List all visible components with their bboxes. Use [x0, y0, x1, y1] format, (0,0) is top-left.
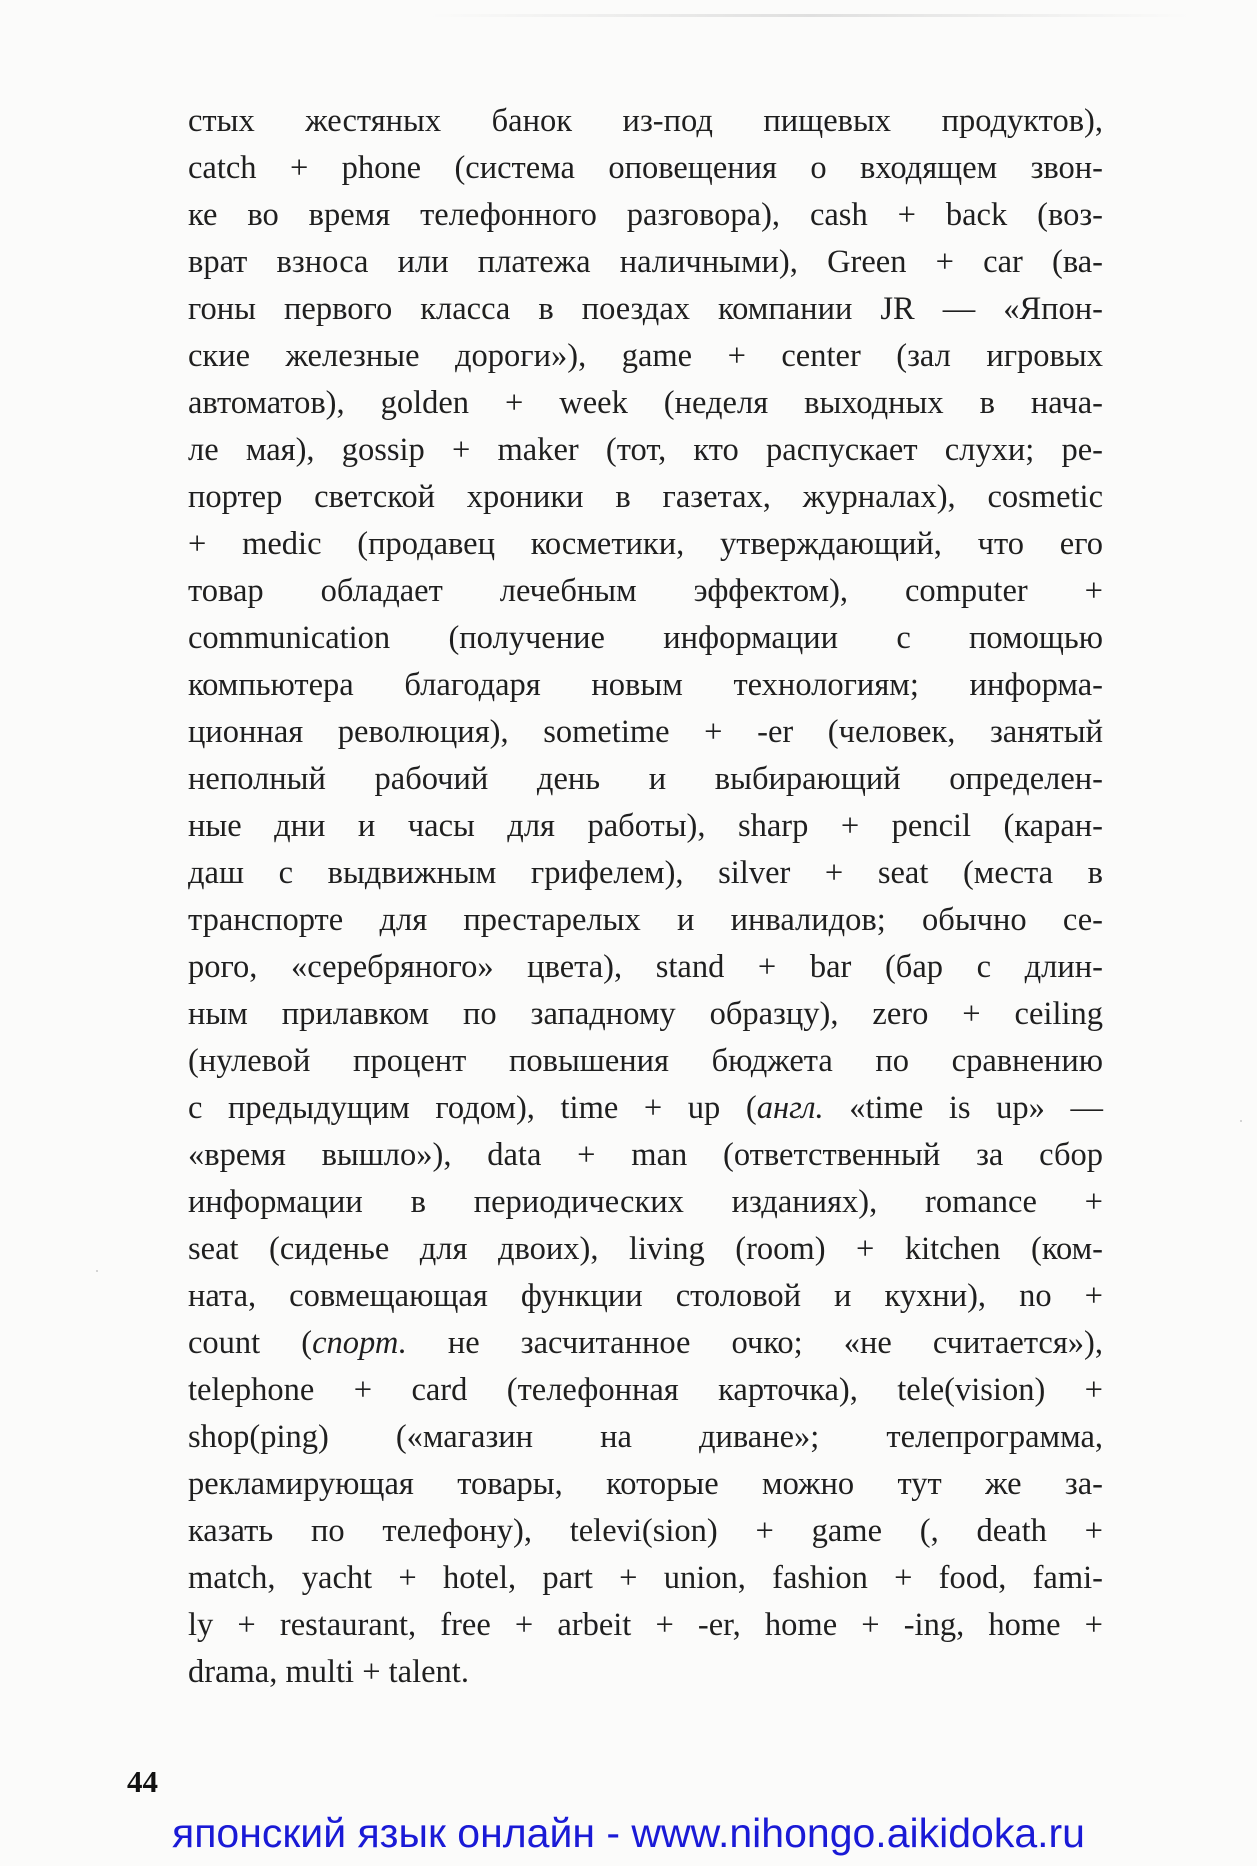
text-line: match, yacht + hotel, part + union, fashion + food, fami-	[188, 1560, 1103, 1596]
watermark-link[interactable]: японский язык онлайн - www.nihongo.aikidoka.ru	[172, 1810, 1085, 1856]
text-line: врат взноса или платежа наличными), Green + car (ва-	[188, 244, 1103, 280]
text-segment: с предыдущим годом), time + up (	[188, 1090, 757, 1126]
italic-abbreviation: англ.	[756, 1090, 824, 1126]
text-line: ке во время телефонного разговора), cash + back (воз-	[188, 197, 1103, 233]
text-line: ным прилавком по западному образцу), zero + ceiling	[188, 996, 1103, 1032]
text-line: товар обладает лечебным эффектом), computer +	[188, 573, 1103, 609]
text-line: ские железные дороги»), game + center (зал игровых	[188, 338, 1103, 374]
scan-speck	[96, 1270, 98, 1272]
text-line: catch + phone (система оповещения о входящем звон-	[188, 150, 1103, 186]
text-line	[188, 1320, 1103, 1367]
text-line: ционная революция), sometime + -er (человек, занятый	[188, 714, 1103, 750]
text-line: информации в периодических изданиях), romance +	[188, 1184, 1103, 1220]
text-segment: count (	[188, 1325, 313, 1361]
text-line: ly + restaurant, free + arbeit + -er, home + -ing, home +	[188, 1607, 1103, 1643]
text-line: рекламирующая товары, которые можно тут же за-	[188, 1466, 1103, 1502]
text-line: портер светской хроники в газетах, журналах), cosmetic	[188, 479, 1103, 515]
text-line: неполный рабочий день и выбирающий определен-	[188, 761, 1103, 797]
page-number: 44	[127, 1764, 158, 1799]
text-line	[188, 1085, 1103, 1132]
text-line: telephone + card (телефонная карточка), tele(vision) +	[188, 1372, 1103, 1408]
text-line: ные дни и часы для работы), sharp + pencil (каран-	[188, 808, 1103, 844]
text-line: ле мая), gossip + maker (тот, кто распускает слухи; ре-	[188, 432, 1103, 468]
text-line: казать по телефону), televi(sion) + game (, death +	[188, 1513, 1103, 1549]
text-line: компьютера благодаря новым технологиям; информа-	[188, 667, 1103, 703]
text-line: communication (получение информации с помощью	[188, 620, 1103, 656]
text-line: даш с выдвижным грифелем), silver + seat (места в	[188, 855, 1103, 891]
text-line: транспорте для престарелых и инвалидов; обычно се-	[188, 902, 1103, 938]
text-line: стых жестяных банок из-под пищевых продуктов),	[188, 103, 1103, 139]
text-line: drama, multi + talent.	[188, 1654, 469, 1690]
scan-speck	[1240, 1120, 1242, 1122]
italic-abbreviation: спорт.	[312, 1325, 407, 1361]
text-line: «время вышло»), data + man (ответственный за сбор	[188, 1137, 1103, 1173]
text-segment: «time is up» —	[823, 1090, 1103, 1126]
text-line: (нулевой процент повышения бюджета по сравнению	[188, 1043, 1103, 1079]
scan-edge-shadow	[430, 14, 1190, 17]
text-line: гоны первого класса в поездах компании JR — «Япон-	[188, 291, 1103, 327]
text-line: + medic (продавец косметики, утверждающий, что его	[188, 526, 1103, 562]
text-line: ната, совмещающая функции столовой и кухни), no +	[188, 1278, 1103, 1314]
text-line: рого, «серебряного» цвета), stand + bar (бар с длин-	[188, 949, 1103, 985]
text-line: автоматов), golden + week (неделя выходных в нача-	[188, 385, 1103, 421]
text-line: seat (сиденье для двоих), living (room) + kitchen (ком-	[188, 1231, 1103, 1267]
text-line: shop(ping) («магазин на диване»; телепрограмма,	[188, 1419, 1103, 1455]
text-segment: не засчитанное очко; «не считается»),	[406, 1325, 1103, 1361]
body-text	[188, 98, 1103, 1696]
